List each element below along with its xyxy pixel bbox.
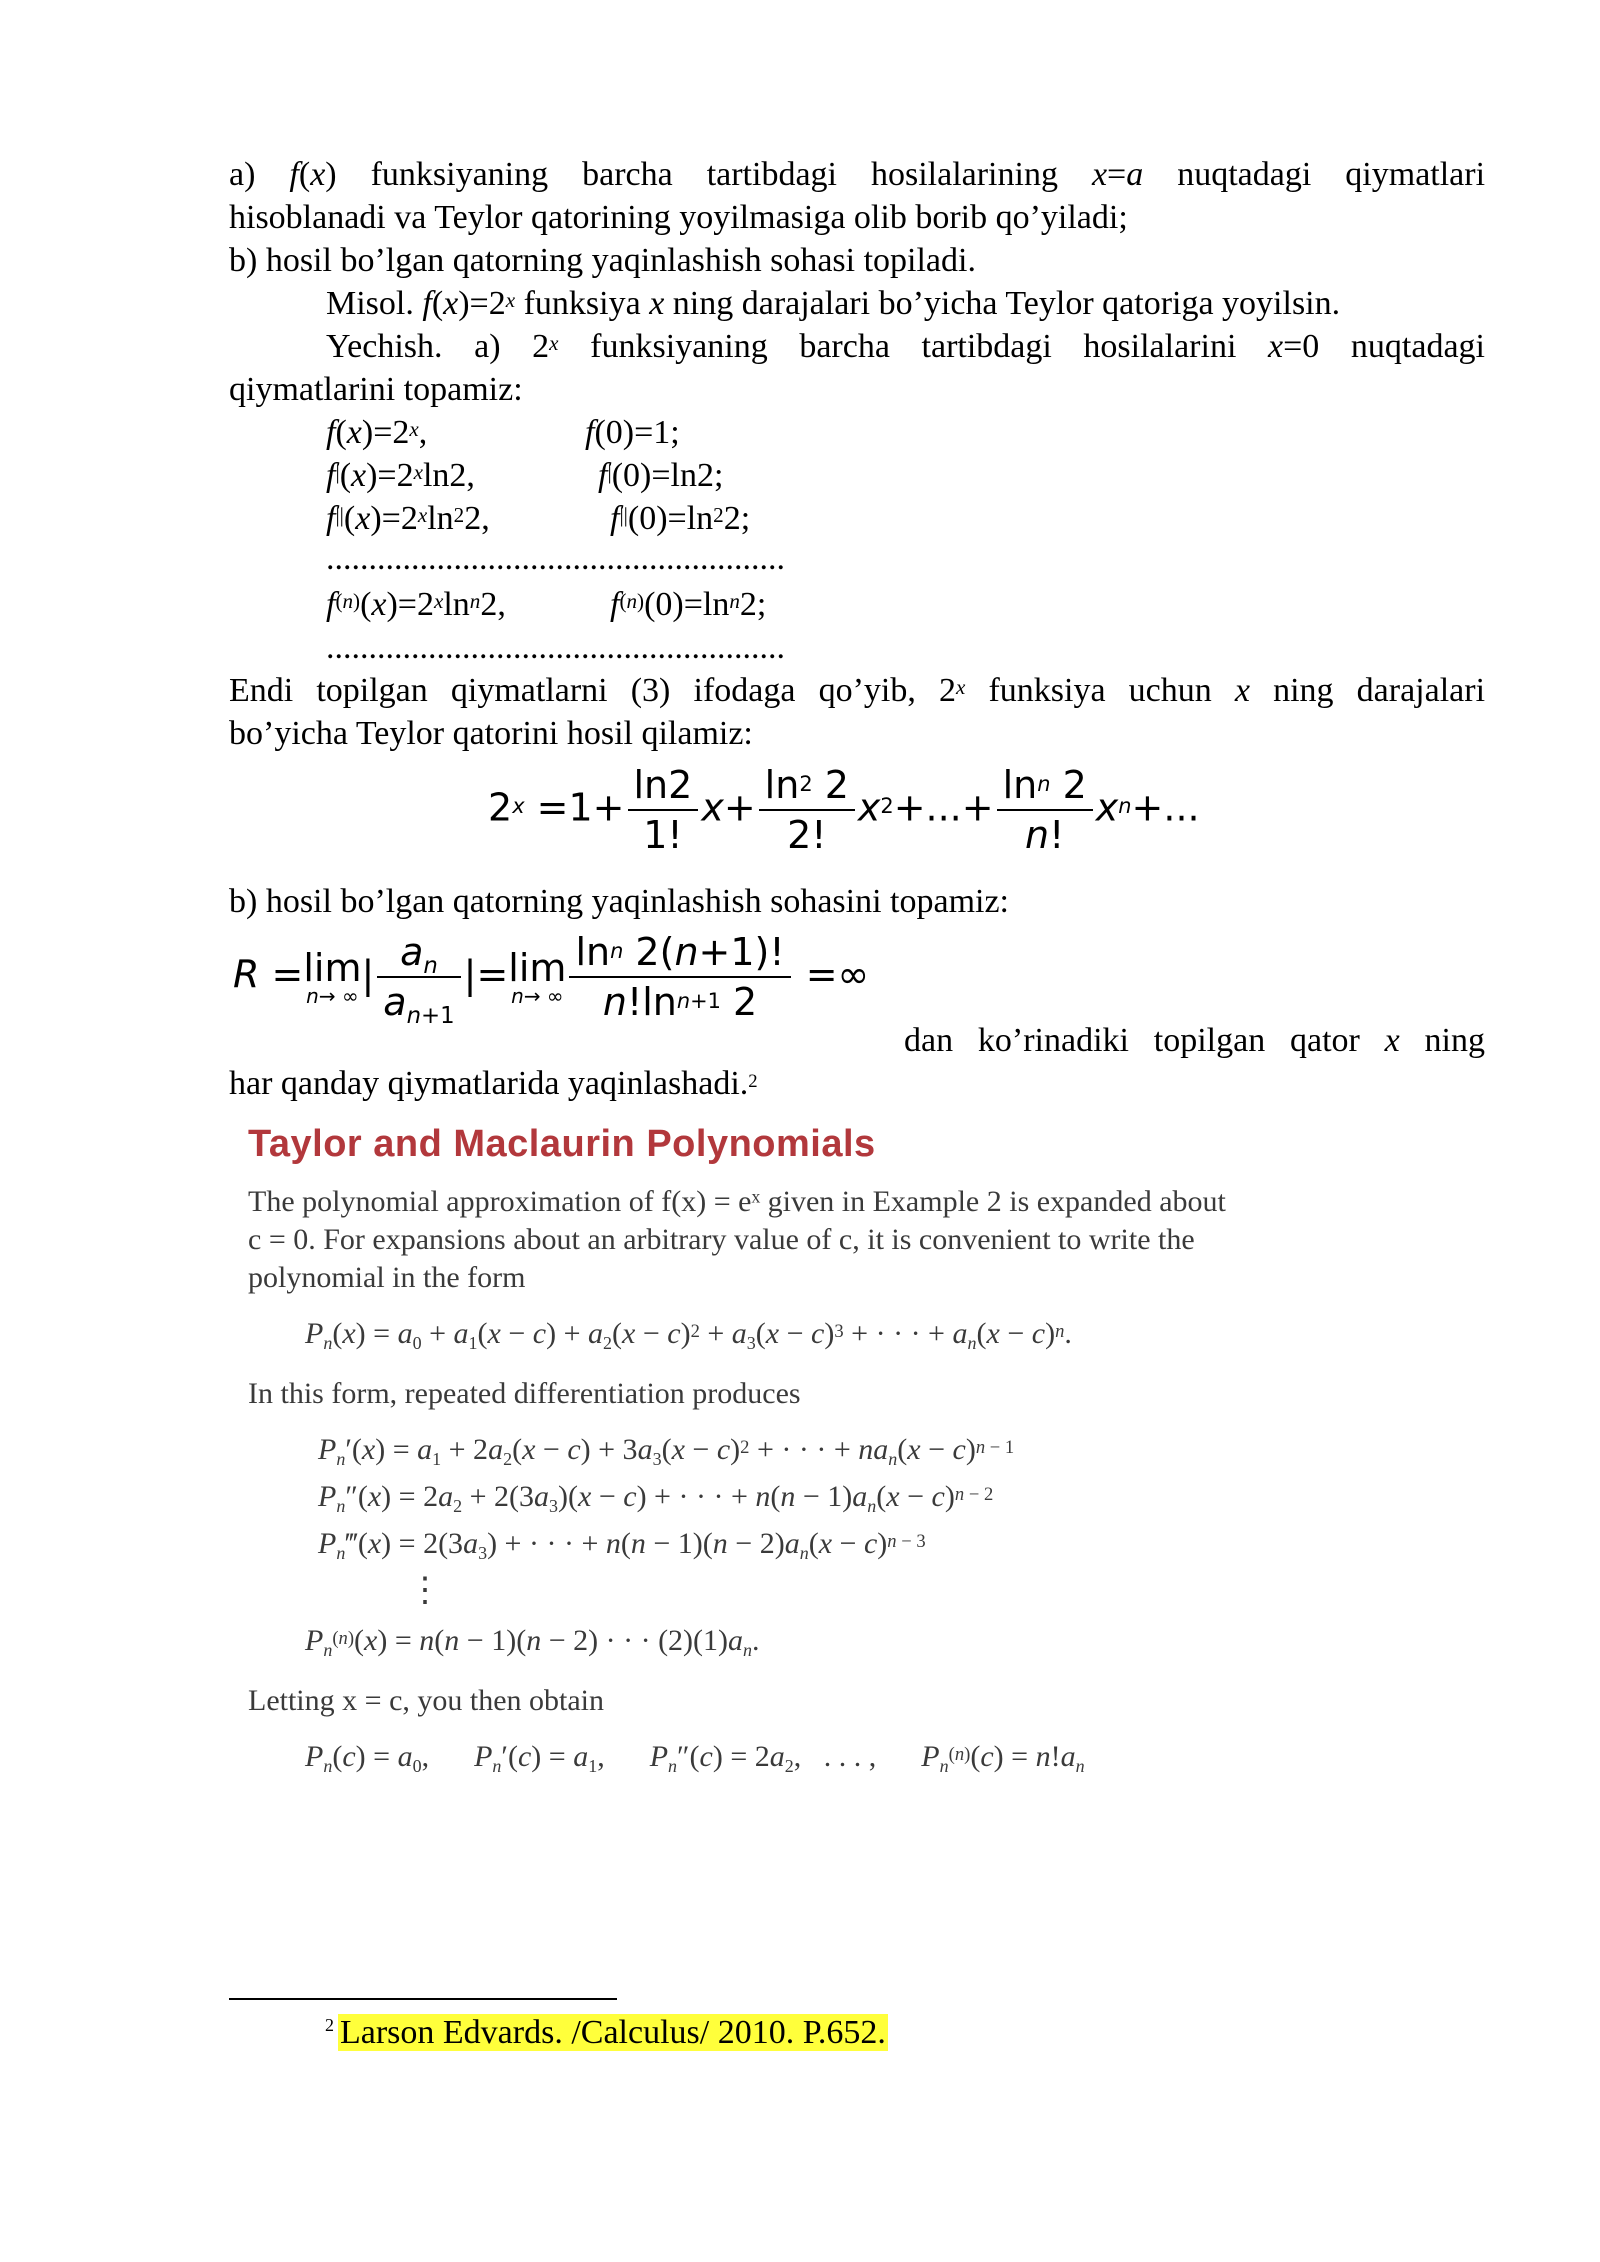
- solution-line1: Yechish. a) 2$^x$ funksiyaning barcha tartibdagi hosilalarini x=0 nuqtadagi: [326, 328, 1485, 365]
- book-derivative-2: $P_n''(x) = 2a_2 + 2(3a_3)(x - c)$ + · · · + $n(n - 1)a_n(x - c)^{n - 2}$: [318, 1480, 994, 1517]
- book-evaluated-row: $P_n(c) = a_0$, $P_n'(c) = a_1$, $P_n''(c) = 2a_2$, . . . , $P_n^{(n)}(c) = n!a_n$: [305, 1740, 1085, 1777]
- book-section-title: Taylor and Maclaurin Polynomials: [248, 1123, 876, 1165]
- solution-line2: qiymatlarini topamiz:: [229, 371, 523, 408]
- book-derivative-3: $P_n‴(x) = 2(3a_3)$ + · · · + $n(n - 1)(n - 2)a_n(x - c)^{n - 3}$: [318, 1527, 926, 1564]
- book-paragraph-3: Letting x = c, you then obtain: [248, 1684, 605, 1717]
- book-paragraph-2: In this form, repeated differentiation produces: [248, 1377, 801, 1410]
- book-derivative-1: $P_n'(x) = a_1 + 2a_2(x - c) + 3a_3(x - c)^2$ + · · · + $na_n(x - c)^{n - 1}$: [318, 1433, 1015, 1470]
- derivative-2-right: $f^{||}(0)=\ln^22$;: [610, 500, 751, 537]
- footnote-separator: [229, 1998, 617, 2000]
- book-polynomial-form: $P_n(x) = a_0 + a_1(x - c) + a_2(x - c)^2 + a_3(x - c)^3$ + · · · + $a_n(x - c)^n$.: [305, 1317, 1072, 1354]
- paragraph-a-line1: a) f(x) funksiyaning barcha tartibdagi hosilalarining x=a nuqtadagi qiymatlari: [229, 156, 1486, 193]
- footnote: $^2$ Larson Edvards. /Calculus/ 2010. P.652.: [325, 2014, 886, 2051]
- footnote-text: Larson Edvards. /Calculus/ 2010. P.652.: [340, 2014, 886, 2051]
- book-derivative-n: $P_n^{(n)}(x) = n(n - 1)(n - 2)$ · · · $(2)(1)a_n$.: [305, 1624, 760, 1661]
- paragraph-a-line2: hisoblanadi va Teylor qatorining yoyilmasiga olib borib qo’yiladi;: [229, 199, 1128, 236]
- book-paragraph-line3: polynomial in the form: [248, 1261, 526, 1294]
- endi-line2: bo’yicha Teylor qatorini hosil qilamiz:: [229, 715, 753, 752]
- derivative-0-left: $f(x)=2^x$,: [326, 414, 428, 451]
- derivative-n-right: $f^{(n)}(0)=\ln^n2$;: [610, 586, 767, 623]
- paragraph-b: b) hosil bo’lgan qatorning yaqinlashish sohasi topiladi.: [229, 242, 976, 279]
- derivative-2-left: $f^{||}(x)=2^x\ln^22$,: [326, 500, 490, 537]
- book-paragraph-line2: c = 0. For expansions about an arbitrary value of c, it is convenient to write the: [248, 1223, 1195, 1256]
- derivative-0-right: f(0)=1;: [585, 414, 680, 451]
- conclusion-line2: har qanday qiymatlarida yaqinlashadi.$^2$: [229, 1065, 758, 1102]
- example-line: Misol. $f(x)=2^x$ funksiya x ning darajalari bo’yicha Teylor qatoriga yoyilsin.: [326, 285, 1341, 322]
- radius-formula: R =lim n→ ∞ | $\frac{a_n}{a_{n+1}}$ |=lim n→ ∞ $\frac{\ln^n 2(n+1)!}{n!\ln^{n+1} 2}$ =∞: [233, 930, 870, 1029]
- paragraph-b2: b) hosil bo’lgan qatorning yaqinlashish sohasini topamiz:: [229, 883, 1010, 920]
- taylor-series-formula: $2^x =1+$ $\frac{\ln 2}{1!}$ x+ $\frac{\ln^2 2}{2!}$ $x^2+...+$ $\frac{\ln^n 2}{n!}$ $x^n+$...: [488, 763, 1200, 857]
- dots-line-1: ......................................................: [326, 540, 785, 577]
- derivative-1-left: $f^|(x)=2^x\ln 2$,: [326, 457, 475, 494]
- derivative-1-right: f|(0)=ln2;: [598, 457, 724, 494]
- derivative-n-left: $f^{(n)}(x)=2^x\ln^n2$,: [326, 586, 506, 623]
- book-paragraph-line1: The polynomial approximation of f(x) = eˣ given in Example 2 is expanded about: [248, 1185, 1226, 1218]
- endi-line1: Endi topilgan qiymatlarni (3) ifodaga qo’yib, 2$^x$ funksiya uchun x ning darajalari: [229, 672, 1486, 709]
- conclusion-line1: dan ko’rinadiki topilgan qator x ning: [904, 1022, 1485, 1059]
- dots-line-2: ......................................................: [326, 629, 785, 666]
- book-vdots: ⋮: [408, 1572, 442, 1609]
